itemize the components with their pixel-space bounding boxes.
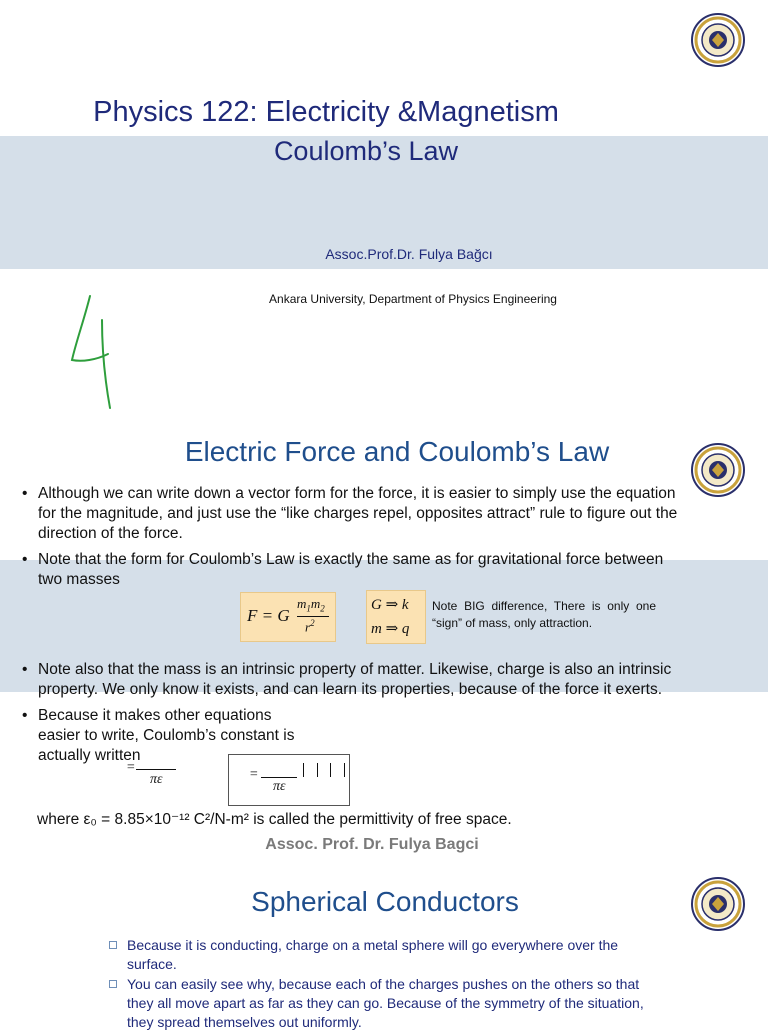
bullet-conducting: Because it is conducting, charge on a metal sphere will go everywhere over the surface.: [108, 936, 648, 974]
substitution-g-k: G ⇒ k: [371, 597, 409, 613]
mass-sign-note: Note BIG difference, There is only one “sign” of mass, only attraction.: [432, 599, 656, 630]
permittivity-line: where ε₀ = 8.85×10⁻¹² C²/N-m² is called the permittivity of free space.: [37, 811, 512, 828]
substitution-box: [366, 590, 426, 644]
constant-expression-1: = πε: [126, 758, 176, 798]
slide-subtitle: Coulomb’s Law: [273, 136, 459, 166]
bullet-gravitational: • Note that the form for Coulomb’s Law is exactly the same as for gravitational force between two masses: [22, 550, 690, 590]
course-title: Physics 122: Electricity &Magnetism: [93, 96, 559, 128]
constant-expression-2: = πε: [228, 754, 350, 806]
substitution-m-q: m ⇒ q: [371, 621, 410, 637]
bullet-vector-form: • Although we can write down a vector form for the force, it is easier to simply use the equation for the magnitude, and just use the “like charges repel, opposites attract” rule to figure out the direction of the force.: [22, 484, 690, 544]
author-name: Assoc.Prof.Dr. Fulya Bağcı: [325, 246, 493, 262]
footer-author: Assoc. Prof. Dr. Fulya Bagci: [265, 836, 479, 853]
slide-3: [0, 868, 768, 1030]
slide-2: [0, 424, 768, 853]
gravity-formula: F = G $m_1m_2$ $r^2$: [240, 592, 336, 642]
bullet-charges-spread: You can easily see why, because each of the charges pushes on the others so that they all move apart as far as they can go. Because of the symmetry of the situation, they spread themselves out uniformly.: [108, 975, 648, 1032]
bullet-intrinsic: • Note also that the mass is an intrinsic property of matter. Likewise, charge is also an intrinsic property. We only know it exists, and can learn its properties, because of the force it exerts.: [22, 660, 690, 700]
university-seal-icon: [690, 12, 746, 68]
bullet-coulomb-constant: • Because it makes other equations easier to write, Coulomb’s constant is actually written: [22, 706, 308, 766]
affiliation: Ankara University, Department of Physics Engineering: [269, 292, 557, 306]
handwritten-number-4: [62, 290, 122, 414]
bullet-list: [108, 936, 648, 1033]
slide-1: [0, 0, 768, 420]
slide-title: Spherical Conductors: [251, 886, 519, 917]
slide-title: Electric Force and Coulomb’s Law: [184, 436, 610, 467]
